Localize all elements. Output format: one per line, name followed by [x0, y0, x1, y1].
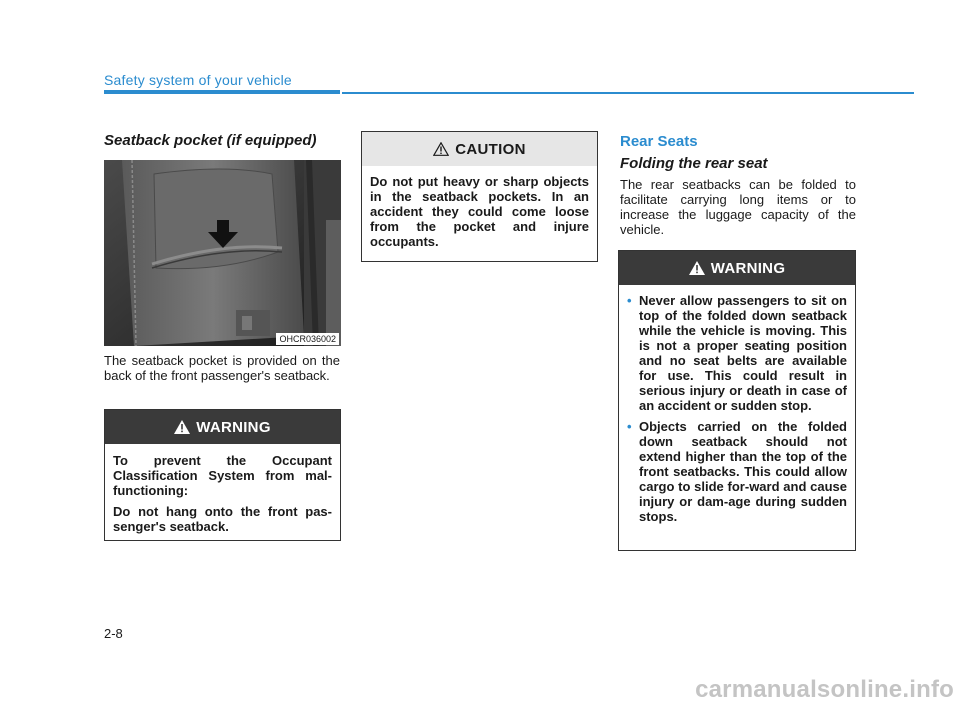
warning-triangle-icon	[174, 420, 190, 434]
caution-header	[362, 132, 597, 166]
bullet-icon: •	[627, 419, 632, 434]
seatback-illustration	[104, 160, 341, 346]
warning-triangle-icon	[689, 261, 705, 275]
photo-code: OHCR036002	[276, 333, 339, 345]
watermark: carmanualsonline.info	[695, 676, 954, 703]
warning-list-item	[627, 293, 847, 413]
seatback-pocket-description: The seatback pocket is provided on the back of the front passenger's seatback.	[104, 353, 340, 383]
warning-list-item	[627, 419, 847, 524]
warning-body	[105, 444, 340, 548]
rear-seats-heading: Rear Seats	[620, 133, 698, 150]
caution-body	[362, 166, 597, 263]
header-rule-accent	[104, 90, 340, 94]
warning-paragraph: To prevent the Occupant Classification System from mal-functioning:	[113, 453, 332, 498]
page-number: 2-8	[104, 626, 123, 641]
folding-rear-seat-description: The rear seatbacks can be folded to facilitate carrying long items or to increase the luggage capacity of the vehicle.	[620, 177, 856, 237]
warning-paragraph: Do not hang onto the front pas-senger's seatback.	[113, 504, 332, 534]
caution-box	[361, 131, 598, 262]
caution-label: CAUTION	[455, 140, 526, 158]
caution-triangle-icon	[433, 142, 449, 156]
warning-box-occupant	[104, 409, 341, 541]
warning-label: WARNING	[710, 259, 786, 277]
warning-list	[627, 293, 847, 524]
warning-body	[619, 285, 855, 538]
warning-label: WARNING	[196, 418, 271, 436]
warning-header	[105, 410, 340, 444]
section-title: Safety system of your vehicle	[104, 72, 292, 88]
folding-rear-seat-subtitle: Folding the rear seat	[620, 155, 768, 172]
warning-box-rear-seat	[618, 250, 856, 551]
warning-item-text: Never allow passengers to sit on top of the folded down seatback while the vehicle is moving. This is not a proper seating position and no seat belts are available for use. This could result in serious injury or death in case of an accident or sudden stop.	[639, 293, 847, 413]
warning-item-text: Objects carried on the folded down seatback should not extend higher than the top of the front seatbacks. This could allow cargo to slide for-ward and cause injury or dam-age during sudden stops.	[639, 419, 847, 524]
header-rule	[342, 92, 914, 94]
seatback-pocket-photo	[104, 160, 341, 346]
caution-text: Do not put heavy or sharp objects in the seatback pockets. In an accident they could come loose from the pocket and injure occupants.	[370, 174, 589, 249]
bullet-icon: •	[627, 293, 632, 308]
warning-header	[619, 251, 855, 285]
seatback-pocket-subtitle: Seatback pocket (if equipped)	[104, 132, 317, 149]
